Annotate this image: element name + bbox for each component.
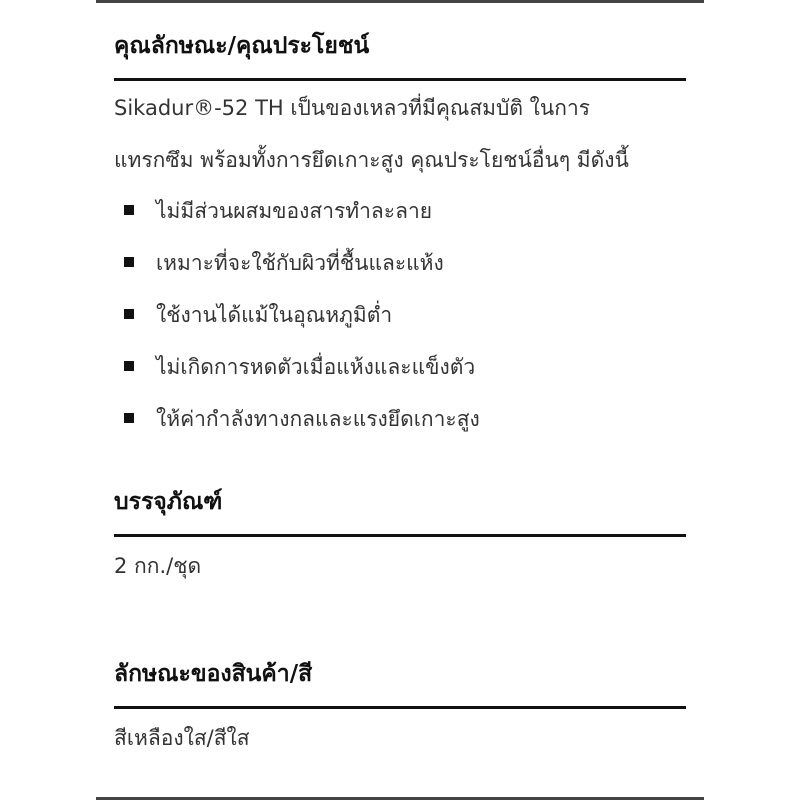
benefit-text: ให้ค่ากำลังทางกลและแรงยึดเกาะสูง: [156, 407, 480, 431]
benefits-intro-line-2: แทรกซึม พร้อมทั้งการยึดเกาะสูง คุณประโยชน์อื่นๆ มีดังนี้: [114, 148, 629, 172]
benefit-text: ไม่มีส่วนผสมของสารทำละลาย: [156, 199, 433, 223]
benefit-text: ใช้งานได้แม้ในอุณหภูมิต่ำ: [156, 303, 393, 327]
bullet-square-icon: [124, 257, 134, 267]
top-divider: [96, 0, 704, 3]
benefit-text: เหมาะที่จะใช้กับผิวที่ชื้นและแห้ง: [156, 251, 444, 275]
list-item: [124, 299, 480, 351]
list-item: [124, 351, 480, 403]
benefits-list: [124, 195, 480, 455]
list-item: [124, 403, 480, 455]
appearance-value: สีเหลืองใส/สีใส: [114, 726, 250, 750]
appearance-heading: ลักษณะของสินค้า/สี: [114, 656, 686, 709]
packaging-heading: บรรจุภัณฑ์: [114, 484, 686, 537]
list-item: [124, 195, 480, 247]
benefits-heading: คุณลักษณะ/คุณประโยชน์: [114, 28, 686, 81]
bullet-square-icon: [124, 205, 134, 215]
benefits-intro-line-1: Sikadur®-52 TH เป็นของเหลวที่มีคุณสมบัติ ในการ: [114, 96, 591, 120]
bullet-square-icon: [124, 361, 134, 371]
bullet-square-icon: [124, 309, 134, 319]
packaging-value: 2 กก./ชุด: [114, 554, 202, 578]
bullet-square-icon: [124, 413, 134, 423]
list-item: [124, 247, 480, 299]
benefit-text: ไม่เกิดการหดตัวเมื่อแห้งและแข็งตัว: [156, 355, 476, 379]
